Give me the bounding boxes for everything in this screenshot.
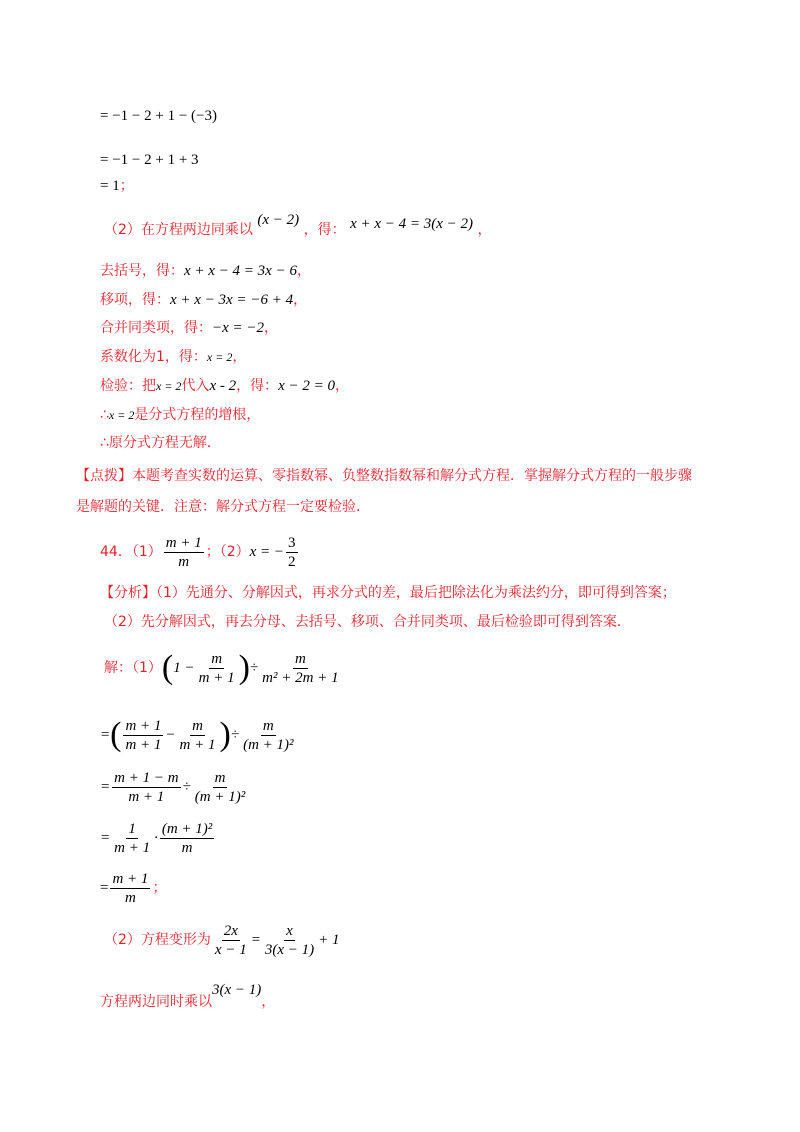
step-coefficient: 系数化为1，得：x = 2，	[100, 349, 247, 365]
step-multiply: （2）在方程两边同乘以 (x − 2) ，得： x + x − 4 = 3(x − 2) ，	[104, 212, 492, 238]
calc-line-2: = −1 − 2 + 1 + 3	[100, 152, 199, 168]
solution-step-a: = ( $\frac{m + 1}{m + 1}$ − $\frac{m}{m + 1}$ ) ÷ $\frac{m}{\text{(m + 1)²}}$	[100, 716, 294, 753]
hint-paragraph-line-2: 是解题的关键．注意：解分式方程一定要检验．	[76, 499, 370, 515]
solution-step-c: = $\frac{1}{m + 1}$ · $\frac{\text{(m + 1)²}}{m}$	[100, 820, 213, 856]
calc-result: = 1；	[100, 178, 134, 194]
step-no-solution: ∴原分式方程无解．	[100, 435, 221, 451]
analysis-line-2: （2）先分解因式，再去分母、去括号、移项、合并同类项、最后检验即可得到答案．	[104, 614, 631, 630]
solution-step-d: = $\frac{m + 1}{m}$ ；	[100, 870, 167, 906]
step-expand: 去括号，得：x + x − 4 = 3x − 6，	[100, 263, 311, 279]
hint-paragraph-line-1: 【点拨】本题考查实数的运算、零指数幂、负整数指数幂和解分式方程．掌握解分式方程的一般步骤	[76, 468, 692, 484]
step-check: 检验：把x = 2代入x - 2，得：x − 2 = 0，	[100, 378, 349, 394]
answer-44: 44．（1） $\frac{m + 1}{m}$ ；（2） x = − $\frac{3}{2}$	[100, 534, 296, 570]
solution-part-1: 解：（1） ( 1 − $\frac{m}{m + 1}$ ) ÷ $\frac{m}{\text{m² + 2m + 1}}$	[104, 649, 339, 686]
calc-line-1: = −1 − 2 + 1 − (−3)	[100, 108, 217, 124]
solution-multiply-both-sides: 方程两边同时乘以 3(x − 1) ，	[100, 982, 276, 1010]
step-transpose: 移项，得：x + x − 3x = −6 + 4，	[100, 292, 308, 308]
step-extraneous-root: ∴x = 2是分式方程的增根，	[100, 407, 261, 423]
step-combine: 合并同类项，得：−x = −2，	[100, 320, 279, 336]
solution-step-b: = $\frac{m + 1 - m}{m + 1}$ ÷ $\frac{m}{\text{(m + 1)²}}$	[100, 769, 246, 805]
solution-part-2: （2）方程变形为 $\frac{2x}{x - 1}$ = $\frac{x}{3(x - 1)}$ + 1	[104, 922, 340, 958]
answer-44-fraction-2: $\frac{3}{2}$	[288, 534, 296, 570]
analysis-line-1: 【分析】（1）先通分、分解因式，再求分式的差，最后把除法化为乘法约分，即可得到答案；	[100, 585, 676, 601]
answer-44-fraction-1: $\frac{m + 1}{m}$	[165, 534, 202, 570]
